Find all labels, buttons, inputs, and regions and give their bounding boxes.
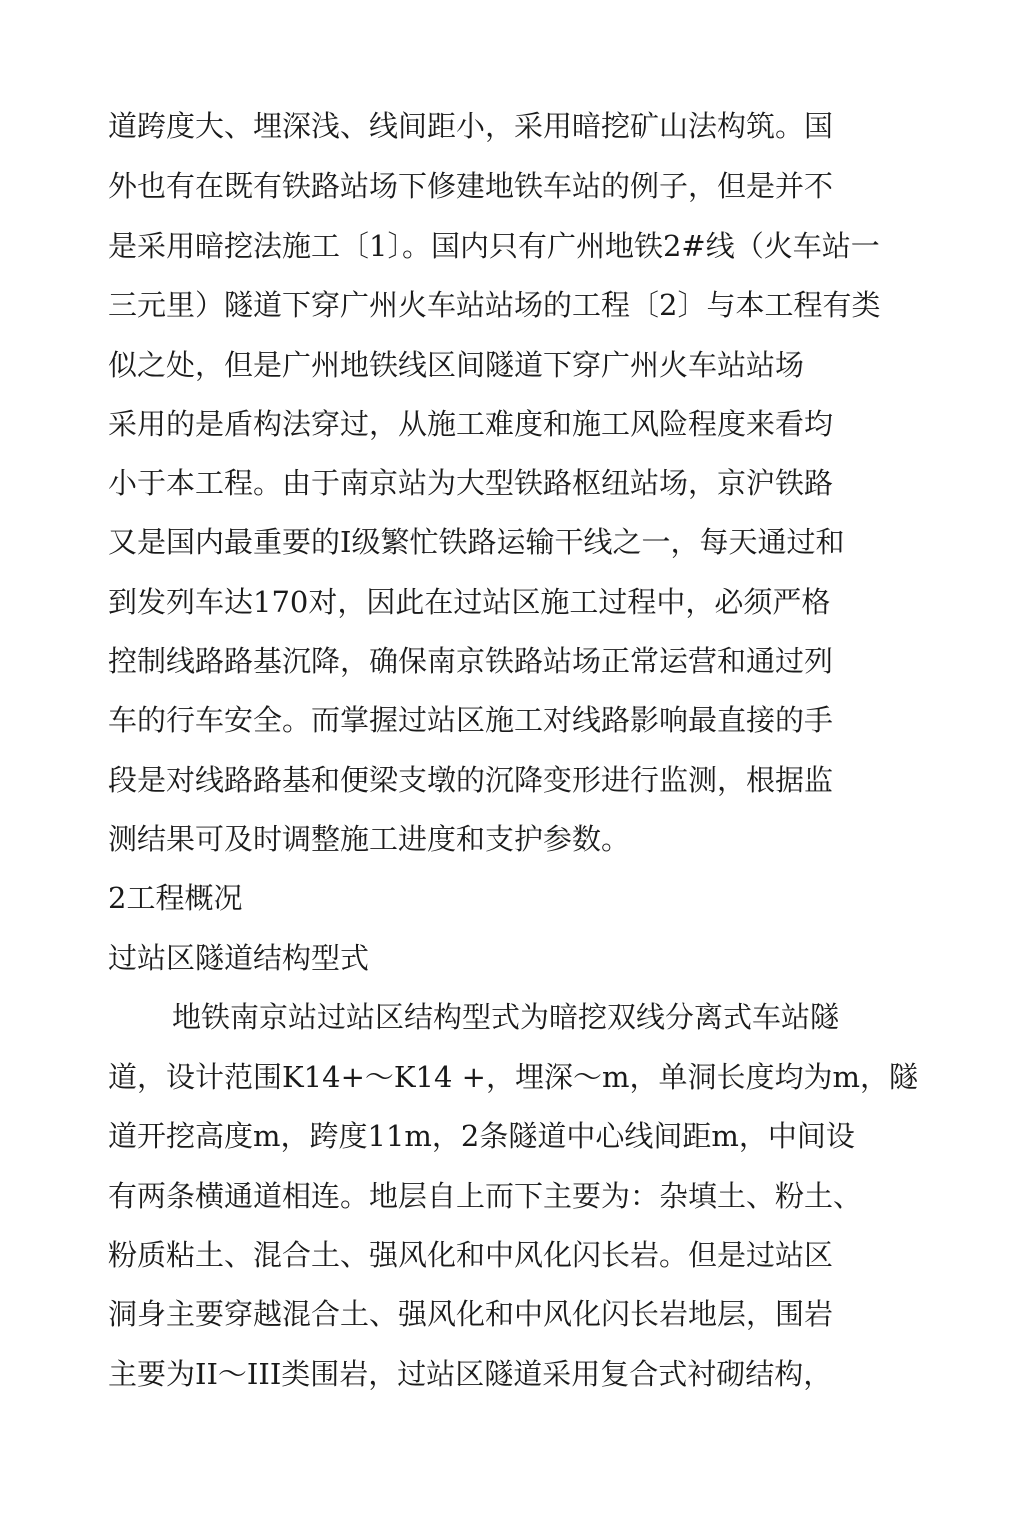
text-line: 又是国内最重要的I级繁忙铁路运输干线之一，每天通过和 [108, 525, 845, 559]
text-line: 段是对线路路基和便梁支墩的沉降变形进行监测，根据监 [108, 763, 834, 797]
text-line: 到发列车达170对，因此在过站区施工过程中，必须严格 [108, 585, 831, 619]
section-heading: 2工程概况 [108, 881, 243, 915]
text-line: 粉质粘土、混合土、强风化和中风化闪长岩。但是过站区 [108, 1238, 834, 1272]
text-line: 小于本工程。由于南京站为大型铁路枢纽站场，京沪铁路 [108, 466, 834, 500]
text-line: 控制线路路基沉降，确保南京铁路站场正常运营和通过列 [108, 644, 834, 678]
text-line: 有两条横通道相连。地层自上而下主要为：杂填土、粉土、 [108, 1179, 863, 1213]
text-line: 道跨度大、埋深浅、线间距小，采用暗挖矿山法构筑。国 [108, 109, 834, 143]
text-line: 三元里）隧道下穿广州火车站站场的工程〔2〕与本工程有类 [108, 288, 881, 322]
text-line: 采用的是盾构法穿过，从施工难度和施工风险程度来看均 [108, 407, 834, 441]
text-line: 道，设计范围K14+～K14 +，埋深～m，单洞长度均为m，隧 [108, 1060, 918, 1094]
subsection-heading: 过站区隧道结构型式 [108, 941, 370, 975]
text-line: 道开挖高度m，跨度11m，2条隧道中心线间距m，中间设 [108, 1119, 855, 1153]
text-line: 测结果可及时调整施工进度和支护参数。 [108, 822, 631, 856]
paragraph-first-line: 地铁南京站过站区结构型式为暗挖双线分离式车站隧 [172, 1000, 840, 1034]
text-line: 洞身主要穿越混合土、强风化和中风化闪长岩地层，围岩 [108, 1297, 834, 1331]
text-line: 车的行车安全。而掌握过站区施工对线路影响最直接的手 [108, 703, 834, 737]
text-line: 似之处，但是广州地铁线区间隧道下穿广州火车站站场 [108, 348, 805, 382]
text-line: 主要为II～III类围岩，过站区隧道采用复合式衬砌结构， [108, 1357, 833, 1391]
text-line: 外也有在既有铁路站场下修建地铁车站的例子，但是并不 [108, 169, 834, 203]
text-line: 是采用暗挖法施工〔1〕。国内只有广州地铁2#线（火车站一 [108, 229, 880, 263]
